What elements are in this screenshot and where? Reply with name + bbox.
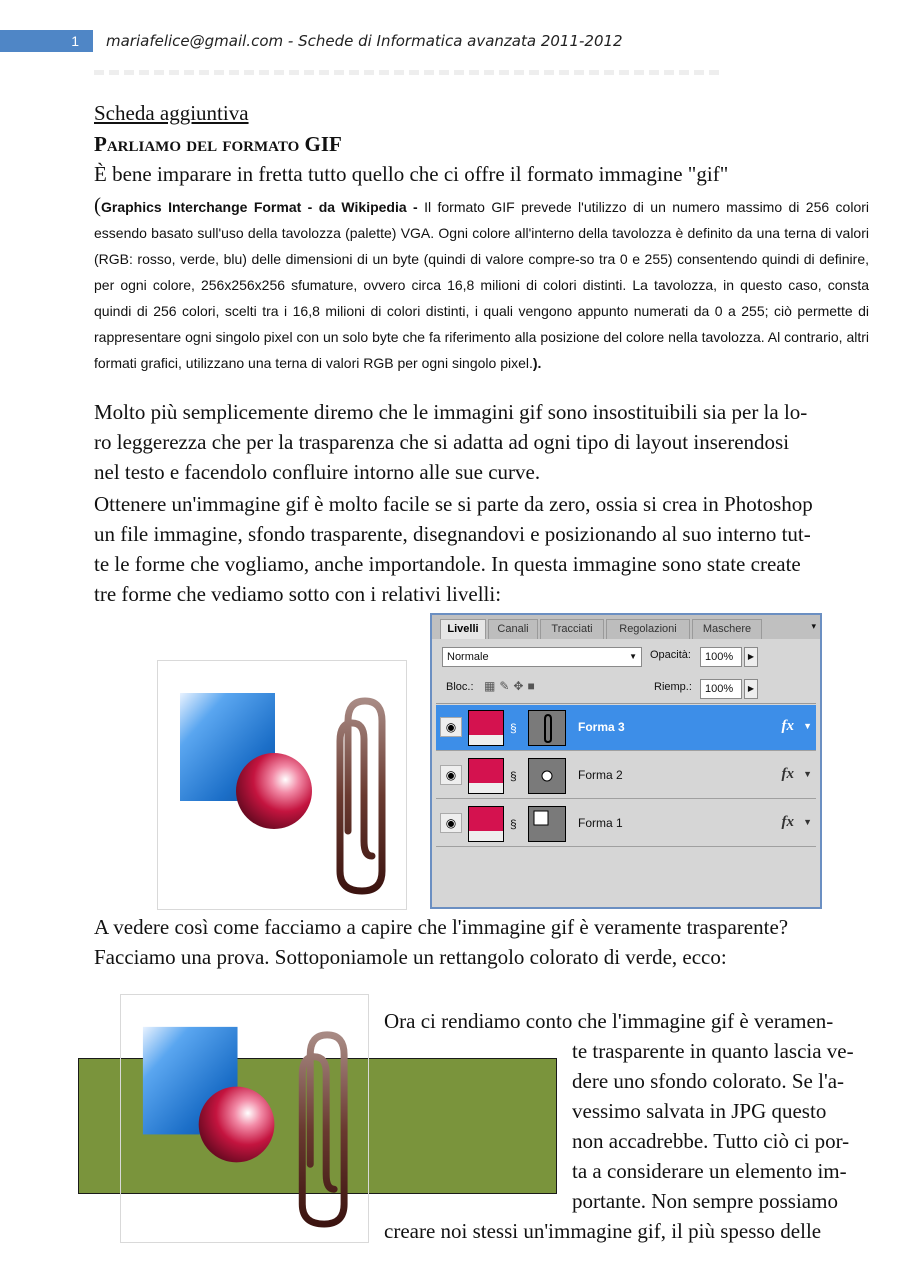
paragraph-lightness (94, 397, 874, 487)
lock-transparency-icon[interactable]: ▦ (484, 679, 500, 693)
gif-image-figure (157, 660, 407, 910)
vector-mask-thumbnail (528, 758, 566, 794)
eye-icon[interactable]: ◉ (440, 717, 462, 737)
text-line: non accadrebbe. Tutto ciò ci por- (572, 1129, 850, 1153)
vector-mask-thumbnail (528, 710, 566, 746)
opacity-label: Opacità: (650, 649, 691, 661)
fx-icon[interactable]: fx (781, 766, 794, 782)
lock-move-icon[interactable]: ✥ (513, 679, 528, 693)
text-line: Ottenere un'immagine gif è molto facile se si parte da zero, ossia si crea in Photoshop (94, 492, 813, 516)
layer-row-forma-1[interactable] (436, 801, 816, 847)
lock-brush-icon[interactable]: ✎ (499, 679, 514, 693)
wikipedia-quote (94, 192, 869, 376)
panel-menu-icon[interactable]: ▾ (811, 621, 816, 631)
chevron-down-icon[interactable]: ▼ (803, 769, 812, 779)
lock-label: Bloc.: (446, 681, 474, 693)
paperclip-icon (529, 711, 565, 745)
link-icon[interactable]: § (510, 769, 517, 783)
text-line: te le forme che vogliamo, anche importandole. In questa immagine sono state create (94, 552, 801, 576)
gif-shapes-illustration (121, 995, 368, 1242)
text-line: Ora ci rendiamo conto che l'immagine gif è veramen- (384, 1009, 834, 1033)
lock-all-icon[interactable]: ■ (527, 679, 539, 693)
blend-mode-value: Normale (447, 651, 489, 663)
gif-shapes-illustration (158, 661, 406, 909)
intro-line: È bene imparare in fretta tutto quello che ci offre il formato immagine "gif" (94, 162, 729, 186)
layer-thumbnail (468, 806, 504, 842)
paperclip (340, 701, 382, 891)
panel-divider (436, 703, 816, 704)
tab-maschere[interactable]: Maschere (692, 619, 762, 639)
paperclip (302, 1035, 344, 1224)
text-line: te trasparente in quanto lascia ve- (572, 1039, 854, 1063)
close-paren: ). (532, 355, 542, 371)
layer-row-forma-3[interactable] (436, 705, 816, 751)
fill-label: Riemp.: (654, 681, 692, 693)
gif-over-green-figure (120, 994, 369, 1243)
chevron-down-icon[interactable]: ▼ (803, 817, 812, 827)
layer-row-forma-2[interactable] (436, 753, 816, 799)
running-header: mariafelice@gmail.com - Schede di Informatica avanzata 2011-2012 (106, 32, 623, 50)
layer-thumbnail (468, 758, 504, 794)
fx-icon[interactable]: fx (781, 814, 794, 830)
text-line: dere uno sfondo colorato. Se l'a- (572, 1069, 845, 1093)
tab-tracciati[interactable]: Tracciati (540, 619, 604, 639)
opacity-slider-button[interactable]: ▶ (744, 647, 758, 667)
header-divider (94, 70, 719, 81)
text-line: Facciamo una prova. Sottoponiamole un rettangolo colorato di verde, ecco: (94, 945, 727, 969)
paragraph-transparency-test (94, 912, 874, 972)
text-line: A vedere così come facciamo a capire che l'immagine gif è veramente trasparente? (94, 915, 789, 939)
lock-icons[interactable] (484, 679, 539, 693)
layer-name: Forma 2 (578, 768, 623, 782)
square-icon (529, 807, 565, 841)
text-line: creare noi stessi un'immagine gif, il più spesso delle (384, 1219, 822, 1243)
text-line: un file immagine, sfondo trasparente, disegnandovi e posizionando al suo interno tut- (94, 522, 811, 546)
paragraph-photoshop (94, 489, 884, 609)
eye-icon[interactable]: ◉ (440, 765, 462, 785)
text-line: tre forme che vediamo sotto con i relativi livelli: (94, 582, 502, 606)
tab-canali[interactable]: Canali (488, 619, 538, 639)
blend-mode-select[interactable] (442, 647, 642, 667)
red-sphere (236, 753, 312, 829)
open-paren: ( (94, 193, 101, 217)
link-icon[interactable]: § (510, 721, 517, 735)
chevron-down-icon[interactable]: ▼ (803, 721, 812, 731)
layer-name: Forma 1 (578, 816, 623, 830)
fx-icon[interactable]: fx (781, 718, 794, 734)
opacity-input[interactable]: 100% (700, 647, 742, 667)
text-line: ta a considerare un elemento im- (572, 1159, 847, 1183)
wiki-source: Graphics Interchange Format - da Wikipedia - (101, 199, 425, 215)
section-heading: Parliamo del formato GIF (94, 132, 342, 156)
text-line: nel testo e facendolo confluire intorno alle sue curve. (94, 460, 541, 484)
tab-regolazioni[interactable]: Regolazioni (606, 619, 690, 639)
text-line: vessimo salvata in JPG questo (572, 1099, 827, 1123)
fill-slider-button[interactable]: ▶ (744, 679, 758, 699)
link-icon[interactable]: § (510, 817, 517, 831)
page-number: 1 (0, 30, 93, 52)
fill-input[interactable]: 100% (700, 679, 742, 699)
tab-livelli[interactable]: Livelli (440, 619, 486, 639)
eye-icon[interactable]: ◉ (440, 813, 462, 833)
text-line: ro leggerezza che per la trasparenza che si adatta ad ogni tipo di layout inserendosi (94, 430, 790, 454)
wiki-text: Il formato GIF prevede l'utilizzo di un numero massimo di 256 colori essendo basato sull'uso della tavolozza (palette) VGA. Ogni colore all'interno della tavolozza è definito da una terna di valori (RGB: rosso, verde, blu) delle dimensioni di un byte (quindi di valore compre-so tra 0 e 255) consentendo quindi di definire, per ogni colore, 256x256x256 sfumature, ovvero circa 16,8 milioni di colori distinti. La tavolozza, in questo caso, consta quindi di 256 colori, scelti tra i 16,8 milioni di colori distinti, i quali vengono appunto numerati da 0 a 255; ciò permette di rappresentare ogni singolo pixel con un solo byte che fa riferimento alla posizione del colore nella tavolozza. Al contrario, altri formati grafici, utilizzano una terna di valori RGB per ogni singolo pixel. (94, 199, 870, 371)
layers-panel (430, 613, 822, 909)
circle-icon (529, 759, 565, 793)
chevron-down-icon: ▼ (629, 652, 637, 661)
layer-thumbnail (468, 710, 504, 746)
red-sphere (199, 1087, 275, 1163)
layer-name: Forma 3 (578, 720, 625, 734)
vector-mask-thumbnail (528, 806, 566, 842)
text-line: portante. Non sempre possiamo (572, 1189, 838, 1213)
text-line: Molto più semplicemente diremo che le immagini gif sono insostituibili sia per la lo- (94, 400, 808, 424)
panel-tabs (432, 615, 820, 639)
document-label: Scheda aggiuntiva (94, 101, 249, 125)
